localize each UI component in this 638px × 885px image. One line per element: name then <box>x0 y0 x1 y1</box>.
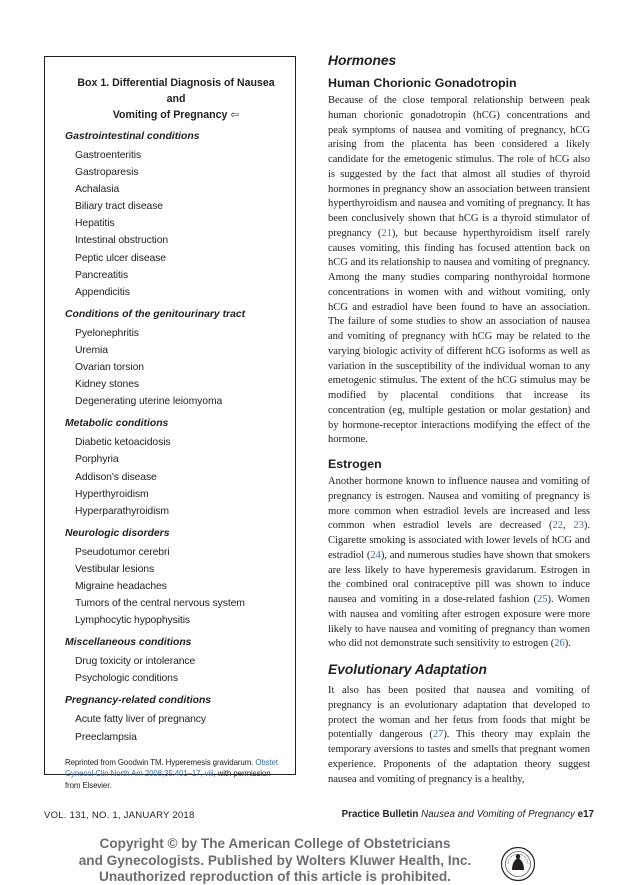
condition-item: Migraine headaches <box>75 580 167 592</box>
condition-item: Preeclampsia <box>75 731 137 743</box>
group-heading: Metabolic conditions <box>65 418 169 430</box>
article-column <box>328 52 590 787</box>
group-heading: Gastrointestinal conditions <box>65 131 200 142</box>
running-footer <box>342 809 594 820</box>
copyright-line1: Copyright © by The American College of Obstetricians <box>99 836 451 851</box>
condition-item: Hyperparathyroidism <box>75 505 169 517</box>
condition-item: Appendicitis <box>75 286 130 298</box>
differential-diagnosis-box <box>44 56 296 790</box>
condition-item: Gastroparesis <box>75 167 139 179</box>
hcg-paragraph <box>328 94 590 448</box>
evo-text-2: ). This theory may explain the temporary aversions to tastes and smells that pregnant women experience. Proponents of the adaptation theory suggest nausea and vomiting of pregnancy is a healthy, <box>328 729 590 785</box>
acog-seal-icon <box>500 846 536 882</box>
condition-item: Acute fatty liver of pregnancy <box>75 714 206 726</box>
est-text-3: ), and numerous studies have shown that smokers are less likely to have hyperemesis gravidarum. Estrogen in the combined oral contraceptive pill was shown to induce nausea and vomiting in a dose-related fashion ( <box>328 549 590 605</box>
copyright-notice <box>60 836 490 885</box>
volume-info: VOL. 131, NO. 1, JANUARY 2018 <box>44 810 195 821</box>
box-title <box>65 75 281 123</box>
back-arrow-icon[interactable]: ⇦ <box>230 109 240 121</box>
copyright-line2: and Gynecologists. Published by Wolters Kluwer Health, Inc. <box>78 852 472 868</box>
condition-item: Pseudotumor cerebri <box>75 546 170 558</box>
bulletin-label: Practice Bulletin <box>341 809 419 820</box>
condition-item: Uremia <box>75 344 108 356</box>
evolutionary-heading: Evolutionary Adaptation <box>328 662 487 677</box>
hcg-heading: Human Chorionic Gonadotropin <box>328 76 517 90</box>
condition-item: Diabetic ketoacidosis <box>75 437 171 449</box>
condition-item: Kidney stones <box>75 379 139 391</box>
condition-item: Degenerating uterine leiomyoma <box>75 396 223 408</box>
reference-link-22[interactable]: 22 <box>552 520 563 532</box>
reference-link-23[interactable]: 23 <box>573 520 584 532</box>
reference-link-27[interactable]: 27 <box>432 729 444 741</box>
condition-group <box>65 694 281 745</box>
condition-groups <box>65 130 281 746</box>
group-heading: Neurologic disorders <box>65 527 170 539</box>
condition-item: Hepatitis <box>75 218 115 230</box>
evo-text-1: It also has been posited that nausea and vomiting of pregnancy is an evolutionary adaptation that developed to protect the woman and her fetus from foods that might be potentially dangerous ( <box>328 685 590 741</box>
box-source-note <box>65 757 281 792</box>
condition-item: Peptic ulcer disease <box>75 252 166 264</box>
topic-label: Nausea and Vomiting of Pregnancy <box>421 809 575 820</box>
copyright-line3: Unauthorized reproduction of this article is prohibited. <box>99 869 451 884</box>
estrogen-paragraph <box>328 475 590 652</box>
group-heading: Pregnancy-related conditions <box>65 695 212 707</box>
condition-group <box>65 527 281 629</box>
hcg-text-1: Because of the close temporal relationship between peak human chorionic gonadotropin (hCG) concentrations and peak symptoms of nausea and vomiting of pregnancy, hCG arising from the placenta has been considered a likely candidate for the emetogenic stimulus. The role of hCG also is suggested by the fact that almost all studies of thyroid hormones in pregnancy show an association between transient hyperthyroidism and nausea and vomiting of pregnancy. It has been conclusively shown that hCG is a thyroid stimulator of pregnancy ( <box>328 95 590 239</box>
condition-item: Addison's disease <box>75 471 157 483</box>
est-sep: , <box>562 520 574 532</box>
evolutionary-paragraph <box>328 684 590 787</box>
condition-item: Pyelonephritis <box>75 327 139 339</box>
reference-link-21[interactable]: 21 <box>381 227 392 239</box>
condition-item: Biliary tract disease <box>75 201 163 213</box>
condition-item: Pancreatitis <box>75 269 129 281</box>
condition-item: Gastroenteritis <box>75 150 142 161</box>
condition-item: Drug toxicity or intolerance <box>75 656 196 668</box>
hcg-text-2: ), but because hyperthyroidism itself rarely causes vomiting, this finding has focused attention back on hCG and its relationship to nausea and vomiting of pregnancy. Among the many studies comparing nonthyroidal hormone concentrations in women with and without vomiting, only hCG and estradiol have been found to have an association. The failure of some studies to show an association of nausea and vomiting of pregnancy with hCG may be related to the varying biologic activity of different hCG isoforms as well as variation in the susceptibility of the individual woman to any emetogenic stimulus. The extent of the hCG stimulus may be modified by placental conditions that increase its concentration (eg, multiple gestation or molar gestation) and by hormone-receptor interactions modifying the effect of the hormone. <box>328 227 590 446</box>
note-text-2: , with permission from Elsevier. <box>65 769 271 790</box>
est-text-4: ). Women with nausea and vomiting after estrogen exposure were more likely to have nausea and vomiting of pregnancy than women who did not demonstrate such sensitivity to estrogen ( <box>328 594 590 650</box>
condition-item: Ovarian torsion <box>75 362 144 374</box>
hormones-heading: Hormones <box>328 53 397 68</box>
condition-group <box>65 308 281 410</box>
condition-group <box>65 130 281 301</box>
condition-group <box>65 417 281 519</box>
condition-item: Hyperthyroidism <box>75 488 149 500</box>
note-citation-link[interactable]: Obstet Gynecol Clin North Am 2008;35:401–17, viii <box>65 757 278 779</box>
group-heading: Miscellaneous conditions <box>65 637 192 649</box>
box-title-line2: Vomiting of Pregnancy <box>112 109 228 121</box>
est-text-1: Another hormone known to influence nausea and vomiting of pregnancy is estrogen. Nausea and vomiting of pregnancy is more common when estradiol levels are increased and less common when estradiol levels are decreased ( <box>328 476 590 532</box>
note-text-1: Reprinted from Goodwin TM. Hyperemesis gravidarum. <box>65 757 256 767</box>
page-number: e17 <box>577 809 594 820</box>
condition-group <box>65 636 281 687</box>
condition-item: Tumors of the central nervous system <box>75 598 245 610</box>
condition-item: Psychologic conditions <box>75 673 178 685</box>
box-title-line1: Box 1. Differential Diagnosis of Nausea and <box>77 77 275 105</box>
condition-item: Porphyria <box>75 454 119 466</box>
condition-item: Lymphocytic hypophysitis <box>75 615 191 627</box>
reference-link-24[interactable]: 24 <box>370 549 381 561</box>
reference-link-25[interactable]: 25 <box>537 594 548 605</box>
reference-link-26[interactable]: 26 <box>554 638 565 650</box>
est-text-5: ). <box>564 638 571 650</box>
group-heading: Conditions of the genitourinary tract <box>65 308 246 320</box>
condition-item: Achalasia <box>75 184 120 196</box>
condition-item: Vestibular lesions <box>75 563 155 575</box>
est-text-2: ). Cigarette smoking is associated with lower levels of hCG and estradiol ( <box>328 520 590 561</box>
estrogen-heading: Estrogen <box>328 457 382 471</box>
condition-item: Intestinal obstruction <box>75 235 169 247</box>
